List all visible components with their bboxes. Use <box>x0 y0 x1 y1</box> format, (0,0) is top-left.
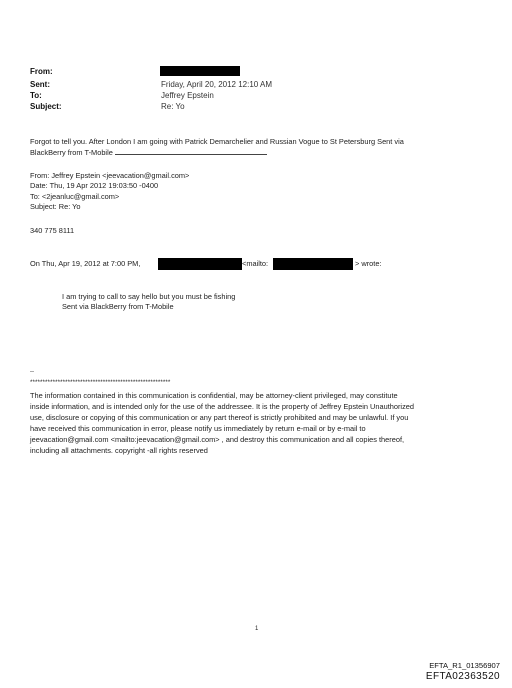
signature-rule <box>115 147 267 155</box>
footer-line-3: use, disclosure or copying of this communication or any part thereof is strictly prohibited and may be unlawful. If you <box>30 413 409 422</box>
sent-label: Sent: <box>30 80 50 89</box>
footer-line-6: including all attachments. copyright -all rights reserved <box>30 446 208 455</box>
footer-stars: ******************************************************** <box>30 379 171 386</box>
to-label: To: <box>30 91 42 100</box>
redaction-bar-sender-email <box>273 258 353 270</box>
quoted-to: To: <2jeanluc@gmail.com> <box>30 192 120 201</box>
reply-intro-prefix: On Thu, Apr 19, 2012 at 7:00 PM, <box>30 259 141 268</box>
footer-line-4: have received this communication in error, please notify us immediately by return e-mail or by e-mail to <box>30 424 366 433</box>
footer-line-2: inside information, and is intended only for the use of the addressee. It is the property of Jeffrey Epstein Unauthorized <box>30 402 414 411</box>
quoted-from: From: Jeffrey Epstein <jeevacation@gmail.com> <box>30 171 190 180</box>
quoted-date: Date: Thu, 19 Apr 2012 19:03:50 -0400 <box>30 181 159 190</box>
redaction-bar-sender-name <box>158 258 242 270</box>
body-line-2 <box>30 147 267 158</box>
footer-dashes: -- <box>30 369 34 375</box>
redaction-bar-from <box>160 66 240 76</box>
reply-body-line-2: Sent via BlackBerry from T-Mobile <box>62 302 174 311</box>
bates-stamp-2: EFTA02363520 <box>425 671 500 682</box>
quoted-subject: Subject: Re: Yo <box>30 202 81 211</box>
from-label: From: <box>30 67 53 76</box>
footer-line-5: jeevacation@gmail.com <mailto:jeevacation@gmail.com> , and destroy this communication and all copies thereof, <box>30 435 405 444</box>
body-line-1: Forgot to tell you. After London I am going with Patrick Demarchelier and Russian Vogue to St Petersburg Sent via <box>30 137 404 146</box>
sent-value: Friday, April 20, 2012 12:10 AM <box>161 80 273 89</box>
phone-number: 340 775 8111 <box>30 226 75 235</box>
to-value: Jeffrey Epstein <box>161 91 214 100</box>
page-number: 1 <box>255 626 259 632</box>
reply-intro-suffix: > wrote: <box>355 259 382 268</box>
footer-line-1: The information contained in this communication is confidential, may be attorney-client privileged, may constitute <box>30 391 398 400</box>
body-line-2-text: BlackBerry from T-Mobile <box>30 148 113 157</box>
bates-stamp-1: EFTA_R1_01356907 <box>429 661 500 670</box>
subject-value: Re: Yo <box>161 102 185 111</box>
reply-body-line-1: I am trying to call to say hello but you must be fishing <box>62 292 236 301</box>
reply-intro-mailto: <mailto: <box>242 259 269 268</box>
subject-label: Subject: <box>30 102 62 111</box>
